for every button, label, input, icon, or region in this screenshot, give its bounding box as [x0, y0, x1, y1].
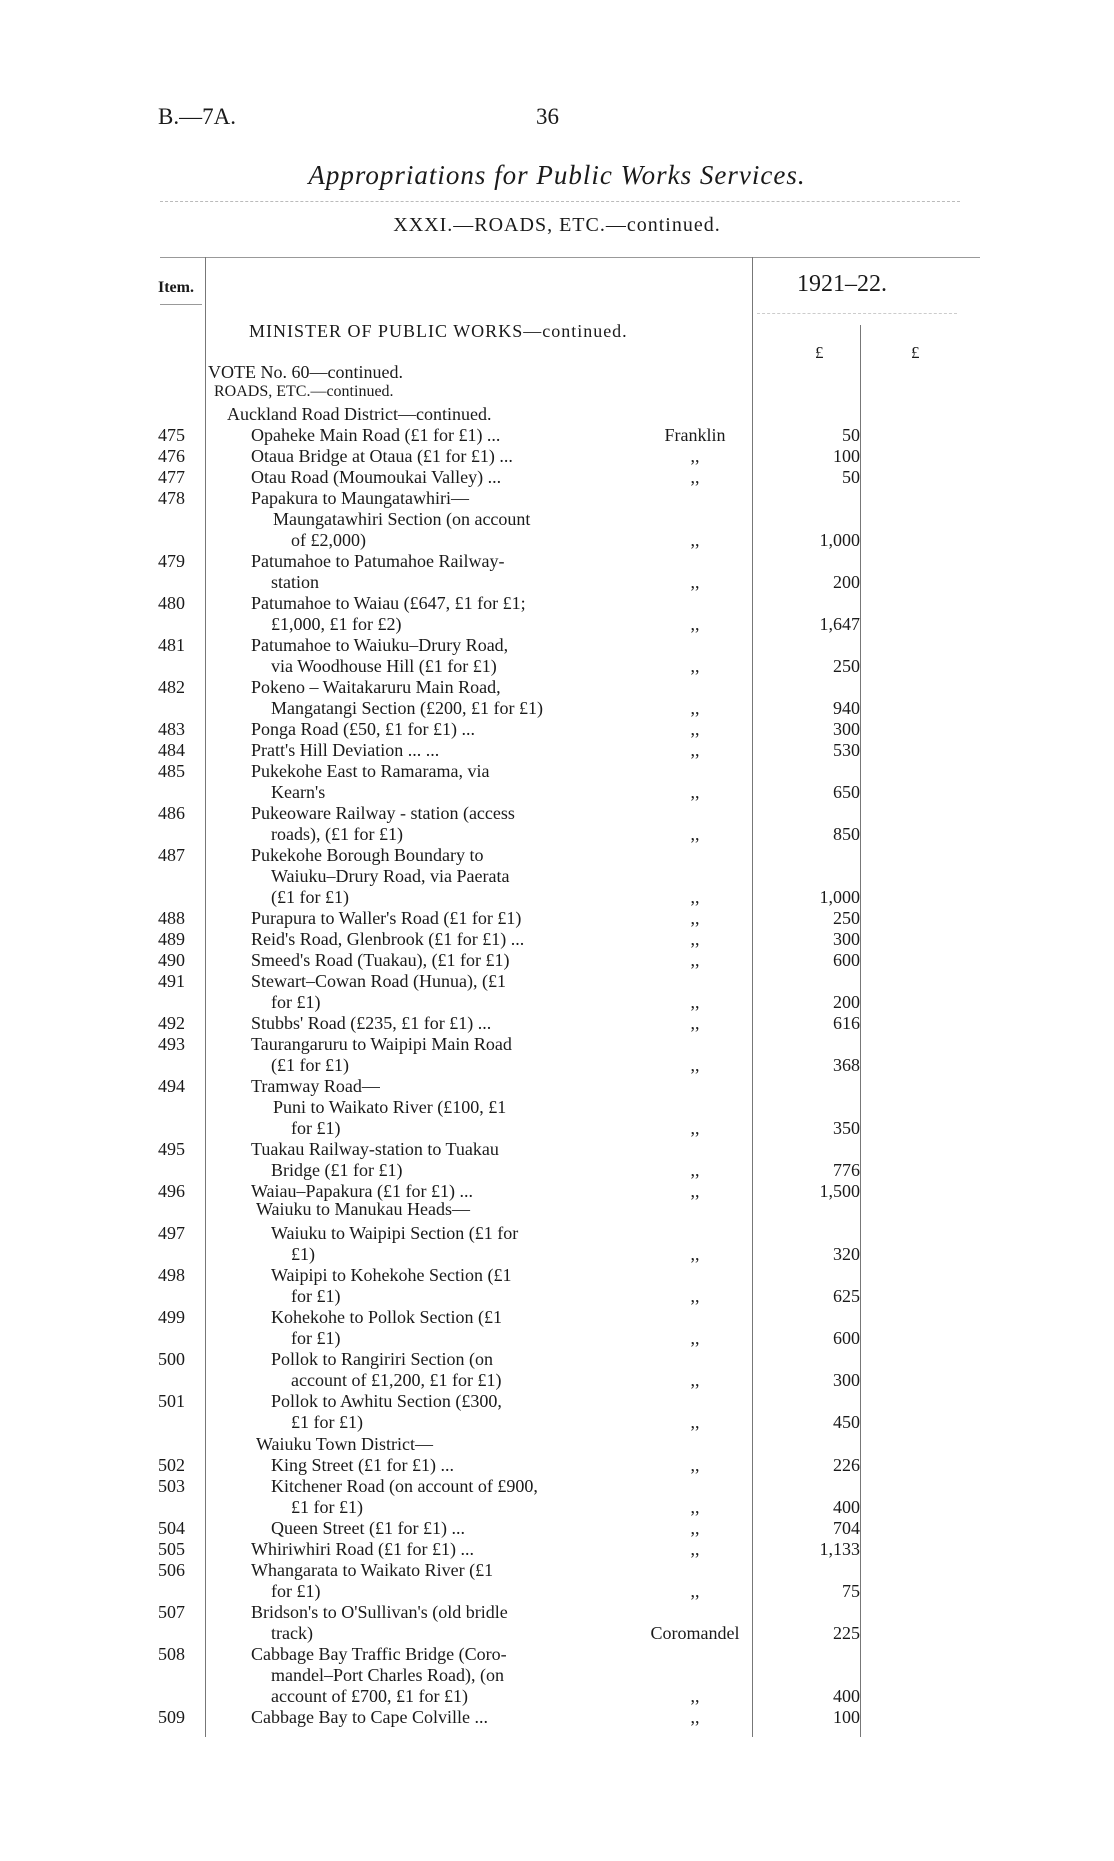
- district-name: ,,: [690, 908, 700, 928]
- item-description-line: £1): [291, 1244, 315, 1264]
- item-number: 500: [158, 1349, 185, 1369]
- district-name: ,,: [690, 1707, 700, 1727]
- item-number: 492: [158, 1013, 185, 1033]
- item-number: 503: [158, 1476, 185, 1496]
- item-description-line: £1 for £1): [291, 1412, 363, 1432]
- amount: 400: [833, 1686, 860, 1706]
- district-name: ,,: [690, 1160, 700, 1180]
- district-name: ,,: [690, 1581, 700, 1601]
- title-rule: [160, 201, 960, 202]
- item-description-line: mandel–Port Charles Road), (on: [271, 1665, 504, 1685]
- item-description-line: Waiau–Papakura (£1 for £1) ...: [251, 1181, 473, 1201]
- district-name: ,,: [690, 614, 700, 634]
- item-description-line: track): [271, 1623, 313, 1643]
- section-heading: XXXI.—ROADS, ETC.—continued.: [393, 214, 721, 236]
- item-description-line: Patumahoe to Waiuku–Drury Road,: [251, 635, 509, 655]
- district-name: ,,: [690, 1286, 700, 1306]
- district-name: ,,: [690, 1181, 700, 1201]
- item-header-rule: [160, 304, 202, 305]
- item-number: 501: [158, 1391, 185, 1411]
- district-name: Franklin: [664, 425, 726, 445]
- item-description-line: Opaheke Main Road (£1 for £1) ...: [251, 425, 501, 445]
- amount: 400: [833, 1497, 860, 1517]
- item-number: 477: [158, 467, 185, 487]
- amount: 776: [833, 1160, 860, 1180]
- amount: 1,647: [819, 614, 860, 634]
- item-number: 508: [158, 1644, 185, 1664]
- item-number: 491: [158, 971, 185, 991]
- item-number: 475: [158, 425, 185, 445]
- item-description-line: for £1): [271, 992, 321, 1012]
- amount: 350: [833, 1118, 860, 1138]
- district-name: ,,: [690, 1328, 700, 1348]
- amount: 300: [833, 929, 860, 949]
- item-number: 490: [158, 950, 185, 970]
- item-description-line: account of £1,200, £1 for £1): [291, 1370, 502, 1390]
- item-description-line: Tuakau Railway-station to Tuakau: [251, 1139, 499, 1159]
- amount: 250: [833, 908, 860, 928]
- item-number: 486: [158, 803, 185, 823]
- amount: 600: [833, 1328, 860, 1348]
- item-description-line: King Street (£1 for £1) ...: [271, 1455, 454, 1475]
- district-name: ,,: [690, 1497, 700, 1517]
- item-description-line: Reid's Road, Glenbrook (£1 for £1) ...: [251, 929, 525, 949]
- amount: 1,000: [819, 530, 860, 550]
- amount: 850: [833, 824, 860, 844]
- amount: 300: [833, 1370, 860, 1390]
- currency-symbol-1: £: [815, 343, 824, 362]
- page-title: Appropriations for Public Works Services.: [308, 160, 806, 190]
- district-name: ,,: [690, 446, 700, 466]
- amount: 200: [833, 572, 860, 592]
- item-description-line: £1 for £1): [291, 1497, 363, 1517]
- district-name: ,,: [690, 740, 700, 760]
- amount: 704: [833, 1518, 860, 1538]
- item-number: 498: [158, 1265, 185, 1285]
- item-description-line: Otaua Bridge at Otaua (£1 for £1) ...: [251, 446, 513, 466]
- item-description-line: roads), (£1 for £1): [271, 824, 403, 844]
- roads-heading: ROADS, ETC.—continued.: [214, 383, 394, 400]
- district-name: ,,: [690, 1118, 700, 1138]
- amount: 940: [833, 698, 860, 718]
- item-description-line: £1,000, £1 for £2): [271, 614, 402, 634]
- item-number: 502: [158, 1455, 185, 1475]
- item-number: 505: [158, 1539, 185, 1559]
- district-name: ,,: [690, 1412, 700, 1432]
- item-description-line: Pukeoware Railway - station (access: [251, 803, 515, 823]
- amount: 250: [833, 656, 860, 676]
- amount: 625: [833, 1286, 860, 1306]
- amount: 50: [842, 467, 860, 487]
- item-description-line: Pukekohe East to Ramarama, via: [251, 761, 490, 781]
- minister-heading: MINISTER OF PUBLIC WORKS—continued.: [249, 321, 628, 341]
- item-description-line: Waiuku–Drury Road, via Paerata: [271, 866, 510, 886]
- district-name: ,,: [690, 1518, 700, 1538]
- year-column-header: 1921–22.: [797, 271, 887, 297]
- item-number: 509: [158, 1707, 185, 1727]
- item-description-line: (£1 for £1): [271, 887, 349, 907]
- item-description-line: Smeed's Road (Tuakau), (£1 for £1): [251, 950, 510, 970]
- item-number: 485: [158, 761, 185, 781]
- district-name: ,,: [690, 1539, 700, 1559]
- item-number: 495: [158, 1139, 185, 1159]
- item-description-line: station: [271, 572, 319, 592]
- item-description-line: Papakura to Maungatawhiri—: [251, 488, 469, 508]
- district-name: ,,: [690, 467, 700, 487]
- item-description-line: via Woodhouse Hill (£1 for £1): [271, 656, 497, 676]
- item-description-line: Puni to Waikato River (£100, £1: [273, 1097, 507, 1117]
- item-description-line: Maungatawhiri Section (on account: [273, 509, 531, 529]
- item-description-line: Patumahoe to Waiau (£647, £1 for £1;: [251, 593, 526, 613]
- item-description-line: for £1): [271, 1581, 321, 1601]
- item-description-line: account of £700, £1 for £1): [271, 1686, 468, 1706]
- table-top-rule: [160, 257, 980, 258]
- item-number: 476: [158, 446, 185, 466]
- item-description-line: Purapura to Waller's Road (£1 for £1): [251, 908, 522, 928]
- page-number: 36: [536, 104, 559, 129]
- district-name: ,,: [690, 782, 700, 802]
- amount: 450: [833, 1412, 860, 1432]
- item-description-line: Cabbage Bay to Cape Colville ...: [251, 1707, 488, 1727]
- item-description-line: for £1): [291, 1328, 341, 1348]
- item-number: 506: [158, 1560, 185, 1580]
- amount: 368: [833, 1055, 860, 1075]
- item-description-line: Waiuku to Waipipi Section (£1 for: [271, 1223, 519, 1243]
- item-description-line: Stubbs' Road (£235, £1 for £1) ...: [251, 1013, 492, 1033]
- amount: 200: [833, 992, 860, 1012]
- item-description-line: Taurangaruru to Waipipi Main Road: [251, 1034, 512, 1054]
- item-description-line: Pokeno – Waitakaruru Main Road,: [251, 677, 501, 697]
- item-description-line: Queen Street (£1 for £1) ...: [271, 1518, 465, 1538]
- district-name: ,,: [690, 950, 700, 970]
- year-header-rule: [757, 313, 957, 314]
- amount-column-divider: [860, 325, 861, 1737]
- item-description-line: Ponga Road (£50, £1 for £1) ...: [251, 719, 475, 739]
- vote-heading: VOTE No. 60—continued.: [208, 362, 403, 382]
- amount: 50: [842, 425, 860, 445]
- item-description-line: Kitchener Road (on account of £900,: [271, 1476, 538, 1496]
- subheading-waiuku-manukau: Waiuku to Manukau Heads—: [256, 1199, 471, 1219]
- amount: 226: [833, 1455, 860, 1475]
- item-description-line: Bridson's to O'Sullivan's (old bridle: [251, 1602, 508, 1622]
- item-number: 497: [158, 1223, 185, 1243]
- item-number: 482: [158, 677, 185, 697]
- item-description-line: Kohekohe to Pollok Section (£1: [271, 1307, 502, 1327]
- item-number: 484: [158, 740, 185, 760]
- amount: 1,000: [819, 887, 860, 907]
- amount: 600: [833, 950, 860, 970]
- item-description-line: Kearn's: [271, 782, 326, 802]
- subheading-waiuku-town: Waiuku Town District—: [256, 1434, 433, 1454]
- item-number: 507: [158, 1602, 185, 1622]
- item-description-line: of £2,000): [291, 530, 366, 550]
- amount: 530: [833, 740, 860, 760]
- item-number: 493: [158, 1034, 185, 1054]
- district-name: Coromandel: [650, 1623, 740, 1643]
- item-number: 494: [158, 1076, 185, 1096]
- district-name: ,,: [690, 887, 700, 907]
- district-name: ,,: [690, 1055, 700, 1075]
- amount: 75: [842, 1581, 860, 1601]
- district-name: ,,: [690, 992, 700, 1012]
- district-name: ,,: [690, 719, 700, 739]
- item-description-line: Whiriwhiri Road (£1 for £1) ...: [251, 1539, 474, 1559]
- amount: 320: [833, 1244, 860, 1264]
- item-description-line: Cabbage Bay Traffic Bridge (Coro-: [251, 1644, 507, 1664]
- amount: 1,500: [819, 1181, 860, 1201]
- document-reference: B.—7A.: [158, 104, 236, 129]
- amount: 100: [833, 446, 860, 466]
- item-number: 480: [158, 593, 185, 613]
- item-description-line: for £1): [291, 1286, 341, 1306]
- item-number: 481: [158, 635, 185, 655]
- item-description-line: Bridge (£1 for £1): [271, 1160, 403, 1180]
- item-number: 487: [158, 845, 185, 865]
- item-description-line: (£1 for £1): [271, 1055, 349, 1075]
- item-description-line: Whangarata to Waikato River (£1: [251, 1560, 494, 1580]
- item-number: 504: [158, 1518, 185, 1538]
- district-name: ,,: [690, 530, 700, 550]
- amount: 300: [833, 719, 860, 739]
- amount: 225: [833, 1623, 860, 1643]
- item-column-header: Item.: [158, 279, 194, 296]
- item-description-line: Patumahoe to Patumahoe Railway-: [251, 551, 505, 571]
- item-description-line: Pratt's Hill Deviation ... ...: [251, 740, 440, 760]
- district-name: ,,: [690, 1244, 700, 1264]
- district-name: ,,: [690, 929, 700, 949]
- item-number: 488: [158, 908, 185, 928]
- currency-symbol-2: £: [911, 343, 920, 362]
- item-description-line: Pukekohe Borough Boundary to: [251, 845, 484, 865]
- amount: 616: [833, 1013, 860, 1033]
- item-description-line: Stewart–Cowan Road (Hunua), (£1: [251, 971, 506, 991]
- item-number: 479: [158, 551, 185, 571]
- district-name: ,,: [690, 1686, 700, 1706]
- item-description-line: Otau Road (Moumoukai Valley) ...: [251, 467, 502, 487]
- district-name: ,,: [690, 1370, 700, 1390]
- item-number: 496: [158, 1181, 185, 1201]
- district-name: ,,: [690, 1013, 700, 1033]
- item-number: 483: [158, 719, 185, 739]
- district-name: ,,: [690, 824, 700, 844]
- district-name: ,,: [690, 656, 700, 676]
- item-number: 478: [158, 488, 185, 508]
- item-description-line: Waipipi to Kohekohe Section (£1: [271, 1265, 512, 1285]
- item-description-line: for £1): [291, 1118, 341, 1138]
- district-heading: Auckland Road District—continued.: [227, 404, 492, 424]
- amount: 1,133: [819, 1539, 860, 1559]
- item-description-line: Mangatangi Section (£200, £1 for £1): [271, 698, 543, 718]
- item-description-line: Pollok to Awhitu Section (£300,: [271, 1391, 502, 1411]
- item-description-line: Pollok to Rangiriri Section (on: [271, 1349, 493, 1369]
- amount: 650: [833, 782, 860, 802]
- item-description-line: Tramway Road—: [251, 1076, 380, 1096]
- item-number: 489: [158, 929, 185, 949]
- amount: 100: [833, 1707, 860, 1727]
- district-name: ,,: [690, 572, 700, 592]
- item-number: 499: [158, 1307, 185, 1327]
- district-name: ,,: [690, 698, 700, 718]
- district-name: ,,: [690, 1455, 700, 1475]
